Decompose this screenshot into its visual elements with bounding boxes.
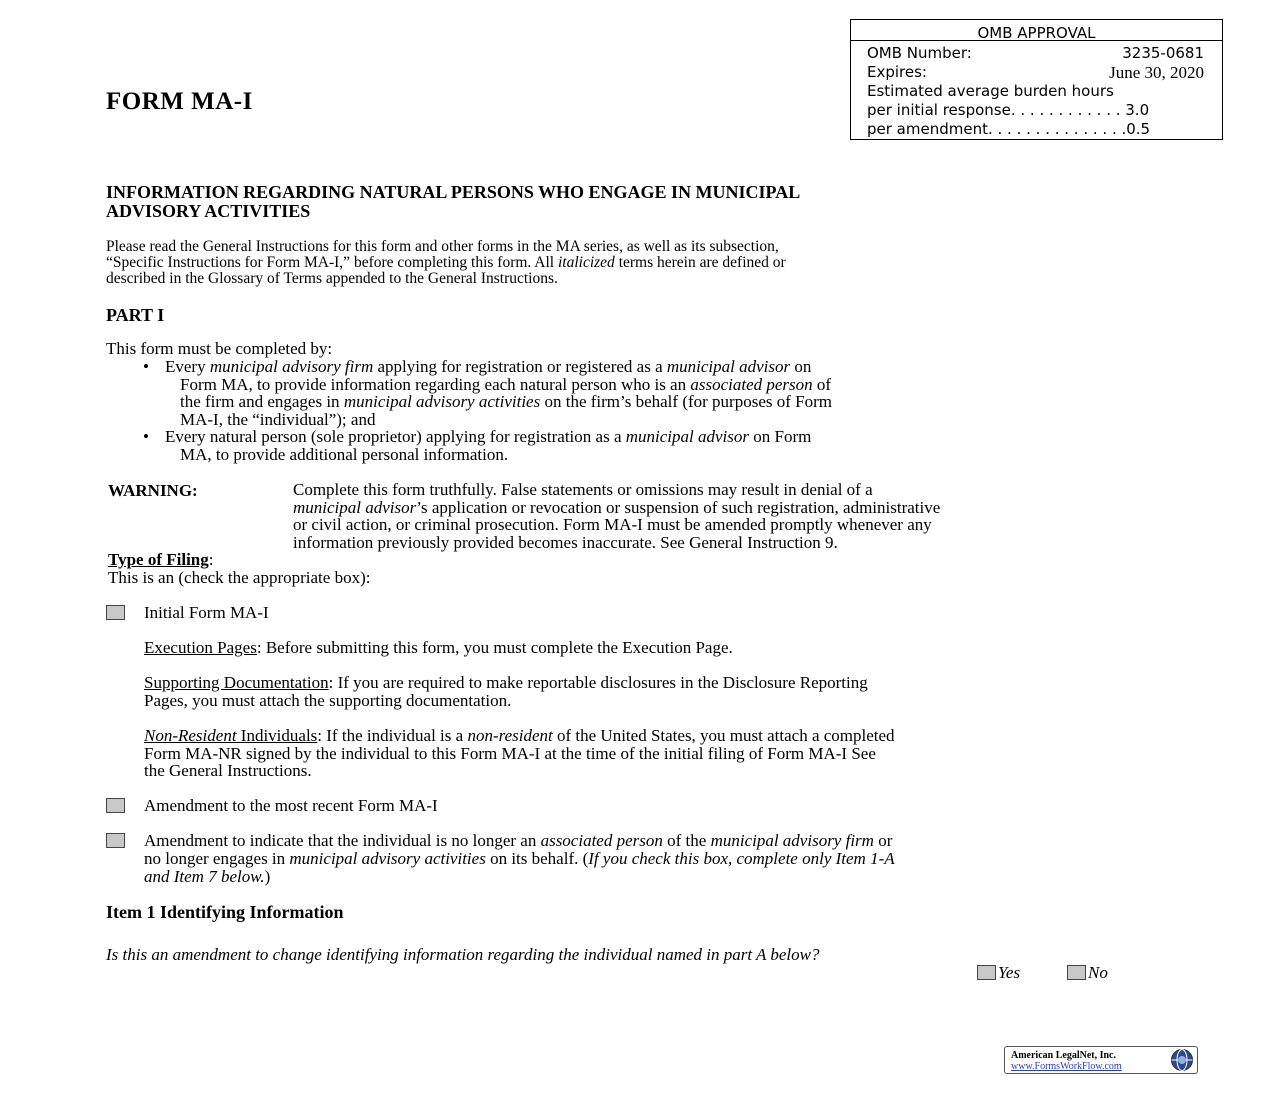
omb-approval-box (850, 19, 1223, 140)
amend2-c: of the (662, 831, 711, 850)
amendment-label: Amendment to the most recent Form MA-I (144, 796, 438, 815)
b2-a: Every natural person (sole proprietor) applying for registration as a (165, 427, 626, 446)
nr-line1 (144, 727, 1174, 745)
nr-text1b: non-resident (467, 726, 553, 745)
b2-b: municipal advisor (625, 427, 749, 446)
warning-line1: Complete this form truthfully. False statements or omissions may result in denial of a (293, 480, 873, 499)
intro-line2b: terms herein are defined or (614, 254, 786, 271)
bullet-dot: • (143, 427, 149, 446)
amend2-l2a: no longer engages in (144, 849, 290, 868)
part-lead: This form must be completed by: (106, 339, 333, 358)
b1-l2c: of (812, 374, 832, 394)
b1-b: municipal advisory firm (209, 357, 374, 376)
b1-l3a: the firm and engages in (180, 392, 344, 412)
nr-title-text: Individuals (236, 726, 318, 745)
b1-e: on (790, 357, 812, 376)
warning-line2-text: ’s application or revocation or suspension of such registration, administrative (416, 497, 941, 517)
nr-text1a: : If the individual is a (317, 726, 468, 745)
no-longer-associated-checkbox[interactable] (106, 833, 125, 848)
support-text1: : If you are required to make reportable disclosures in the Disclosure Reporting (328, 673, 868, 692)
item1-title: Item 1 Identifying Information (106, 902, 344, 922)
amendment-checkbox[interactable] (106, 798, 125, 813)
filing-instruction: This is an (check the appropriate box): (108, 568, 371, 587)
form-title: FORM MA-I (106, 88, 253, 115)
amend2-l2b: municipal advisory activities (289, 849, 486, 868)
amend2-line1 (144, 832, 1174, 850)
bullet1-line2 (143, 376, 1063, 394)
b1-l3b: municipal advisory activities (343, 392, 541, 412)
supporting-documentation-note (144, 674, 1154, 709)
omb-number-row (867, 44, 1204, 63)
heading-line2: ADVISORY ACTIVITIES (106, 201, 311, 221)
omb-number-value: 3235-0681 (1122, 44, 1204, 62)
support-line1 (144, 674, 1154, 692)
item1-question: Is this an amendment to change identifying information regarding the individual named in part A below? (106, 945, 820, 964)
intro-line2a: “Specific Instructions for Form MA-I,” before completing this form. All (106, 254, 558, 271)
warning-line4: information previously provided becomes inaccurate. See General Instruction 9. (293, 532, 838, 552)
omb-amendment-row: per amendment. . . . . . . . . . . . . . .0.5 (867, 120, 1151, 138)
omb-header: OMB APPROVAL (851, 20, 1222, 41)
omb-number-label: OMB Number: (867, 44, 972, 62)
execution-pages-note (144, 639, 733, 657)
nr-line3: the General Instructions. (144, 761, 312, 781)
support-title: Supporting Documentation (144, 673, 329, 692)
heading-line1: INFORMATION REGARDING NATURAL PERSONS WHO ENGAGE IN MUNICIPAL (106, 182, 801, 202)
amend2-line3 (144, 868, 270, 886)
warning-line3: or civil action, or criminal prosecution. Form MA-I must be amended promptly whenever any (293, 515, 932, 535)
intro-line1: Please read the General Instructions for this form and other forms in the MA series, as well as its subsection, (106, 238, 779, 255)
b1-a: Every (165, 357, 210, 376)
yes-label: Yes (998, 963, 1021, 982)
execution-pages-text: : Before submitting this form, you must complete the Execution Page. (256, 638, 733, 657)
amend2-l2d: If you check this box, complete only Item 1-A (588, 849, 895, 868)
b2-c: on Form (749, 427, 812, 446)
bullet1-line3 (143, 393, 1063, 411)
globe-icon (1170, 1048, 1194, 1072)
omb-expires-label: Expires: (867, 63, 927, 81)
b1-l2b: associated person (690, 374, 813, 394)
amend2-l2c: on its behalf. ( (485, 849, 589, 868)
initial-form-checkbox[interactable] (106, 605, 125, 620)
warning-text (293, 481, 1173, 551)
amend2-a: Amendment to indicate that the individual is no longer an (144, 831, 541, 850)
footer-url[interactable]: www.FormsWorkFlow.com (1011, 1061, 1122, 1072)
nr-text1c: of the United States, you must attach a completed (552, 726, 895, 745)
initial-form-label: Initial Form MA-I (144, 603, 269, 622)
amend2-e: or (873, 831, 893, 850)
execution-pages-title: Execution Pages (144, 638, 257, 657)
omb-expires-row (867, 63, 1204, 82)
warning-italic: municipal advisor (293, 497, 417, 517)
omb-expires-value: June 30, 2020 (1109, 63, 1204, 82)
yes-checkbox[interactable] (977, 965, 996, 980)
part-title: PART I (106, 305, 165, 325)
intro-line3: described in the Glossary of Terms appended to the General Instructions. (106, 270, 558, 287)
type-of-filing-title: Type of Filing (108, 550, 209, 569)
type-of-filing (108, 551, 213, 569)
intro-paragraph (106, 239, 1106, 287)
no-longer-associated-label (144, 832, 1174, 850)
amend2-l3: and Item 7 below. (144, 867, 265, 886)
amend2-d: municipal advisory firm (710, 831, 874, 850)
omb-burden-label: Estimated average burden hours (867, 82, 1114, 100)
no-label: No (1088, 963, 1108, 982)
b1-l3c: on the firm’s behalf (for purposes of Form (540, 392, 832, 412)
footer-company: American LegalNet, Inc. (1011, 1050, 1116, 1061)
bullet2-line2: MA, to provide additional personal information. (180, 444, 509, 464)
b1-l2a: Form MA, to provide information regarding each natural person who is an (180, 374, 691, 394)
type-of-filing-colon: : (208, 550, 214, 569)
nr-title (144, 726, 317, 745)
nr-title-italic: Non-Resident (144, 726, 237, 745)
bullet-sole-proprietor (143, 428, 1063, 463)
intro-italic: italicized (557, 254, 615, 271)
nr-line2: Form MA-NR signed by the individual to this Form MA-I at the time of the initial filing of Form MA-I See (144, 743, 876, 763)
bullet1-line4: MA-I, the “individual”); and (180, 409, 376, 429)
support-line2: Pages, you must attach the supporting documentation. (144, 690, 512, 710)
no-checkbox[interactable] (1067, 965, 1086, 980)
amend2-b: associated person (540, 831, 663, 850)
intro-line2 (106, 255, 1106, 271)
bullet-dot: • (143, 357, 149, 376)
omb-initial-row: per initial response. . . . . . . . . . . . 3.0 (867, 101, 1150, 119)
bullet2-line1 (143, 428, 1063, 446)
b1-d: municipal advisor (666, 357, 791, 376)
warning-line2 (293, 499, 1173, 517)
form-heading (106, 183, 1156, 221)
american-legalnet-logo[interactable] (1004, 1046, 1198, 1074)
warning-label: WARNING: (108, 481, 198, 500)
b1-c: applying for registration or registered as a (373, 357, 667, 376)
bullet1-line1 (143, 358, 1063, 376)
non-resident-note (144, 727, 1174, 780)
amend2-line2 (144, 850, 1174, 868)
amend2-l3b: ) (264, 867, 271, 886)
bullet-firm (143, 358, 1063, 428)
